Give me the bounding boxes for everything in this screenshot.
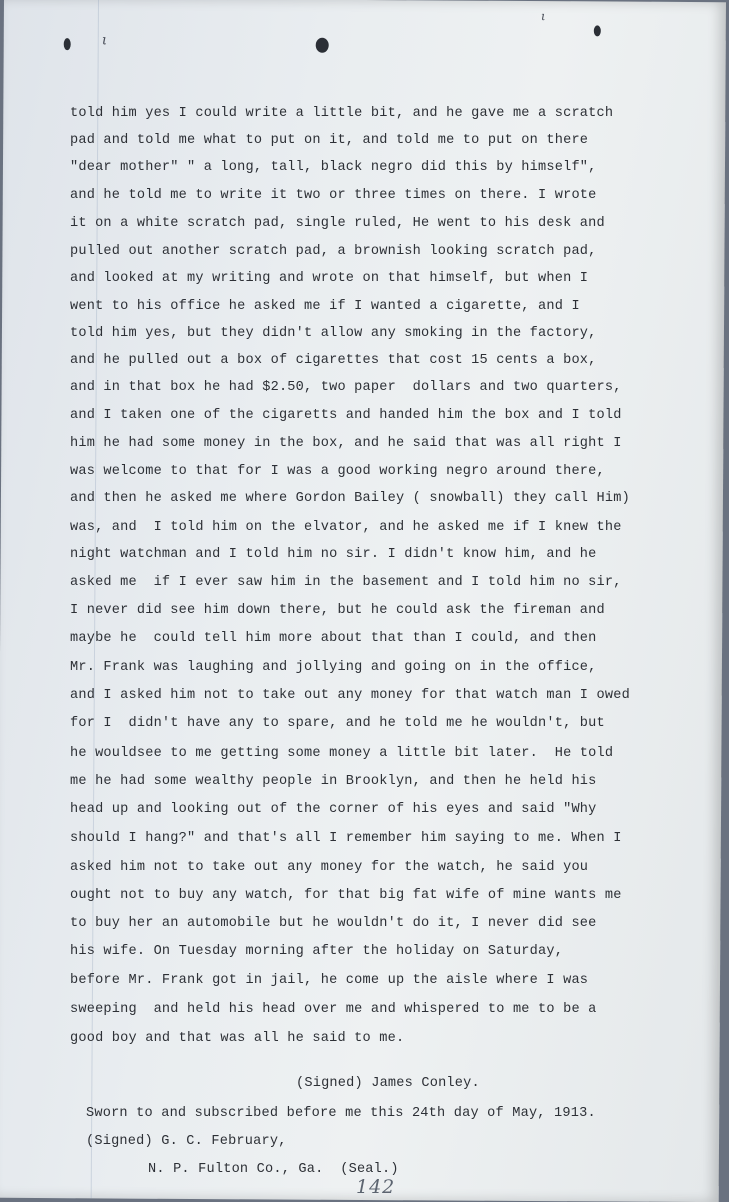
margin-tick-mark: ι — [101, 32, 108, 49]
body-line: told him yes I could write a little bit, and he gave me a scratch — [70, 106, 614, 121]
body-line: pulled out another scratch pad, a brownish looking scratch pad, — [70, 244, 597, 259]
body-line: and looked at my writing and wrote on that himself, but when I — [70, 271, 589, 286]
body-line: night watchman and I told him no sir. I didn't know him, and he — [70, 547, 597, 562]
body-line: me he had some wealthy people in Brooklyn, and then he held his — [70, 774, 597, 789]
body-line: his wife. On Tuesday morning after the holiday on Saturday, — [70, 944, 564, 959]
top-tick-mark: ι — [540, 9, 546, 24]
body-line: for I didn't have any to spare, and he told me he wouldn't, but — [70, 716, 605, 731]
body-line: and he told me to write it two or three times on there. I wrote — [70, 188, 597, 203]
body-line: was welcome to that for I was a good working negro around there, — [70, 464, 605, 479]
sworn-statement-line: Sworn to and subscribed before me this 24th day of May, 1913. — [86, 1106, 596, 1121]
body-line: and in that box he had $2.50, two paper dollars and two quarters, — [70, 380, 622, 395]
body-line: I never did see him down there, but he could ask the fireman and — [70, 603, 605, 618]
body-line: was, and I told him on the elvator, and he asked me if I knew the — [70, 520, 622, 535]
body-line: and he pulled out a box of cigarettes that cost 15 cents a box, — [70, 353, 597, 368]
body-line: told him yes, but they didn't allow any smoking in the factory, — [70, 326, 597, 341]
body-line: "dear mother" " a long, tall, black negro did this by himself", — [70, 160, 597, 175]
body-line: and I taken one of the cigaretts and handed him the box and I told — [70, 408, 622, 423]
body-line: maybe he could tell him more about that than I could, and then — [70, 631, 597, 646]
body-line: asked him not to take out any money for the watch, he said you — [70, 860, 589, 875]
body-line: should I hang?" and that's all I remember him saying to me. When I — [70, 831, 622, 846]
body-line: sweeping and held his head over me and whispered to me to be a — [70, 1002, 597, 1017]
body-line: it on a white scratch pad, single ruled, He went to his desk and — [70, 216, 605, 231]
signature-line: (Signed) James Conley. — [296, 1076, 480, 1091]
body-line: to buy her an automobile but he wouldn't do it, I never did see — [70, 916, 597, 931]
page-number: 142 — [356, 1176, 396, 1198]
body-line: he wouldsee to me getting some money a little bit later. He told — [70, 746, 614, 761]
body-line: head up and looking out of the corner of his eyes and said "Why — [70, 802, 597, 817]
body-line: and then he asked me where Gordon Bailey ( snowball) they call Him) — [70, 491, 630, 506]
body-line: and I asked him not to take out any money for that watch man I owed — [70, 688, 630, 703]
notary-title-line: N. P. Fulton Co., Ga. (Seal.) — [148, 1162, 399, 1177]
body-line: Mr. Frank was laughing and jollying and going on in the office, — [70, 660, 597, 675]
body-line: before Mr. Frank got in jail, he come up the aisle where I was — [70, 973, 589, 988]
body-line: pad and told me what to put on it, and told me to put on there — [70, 133, 589, 148]
notary-signature-line: (Signed) G. C. February, — [86, 1134, 287, 1149]
body-line: ought not to buy any watch, for that big fat wife of mine wants me — [70, 888, 622, 903]
body-line: went to his office he asked me if I wanted a cigarette, and I — [70, 299, 580, 314]
body-line: him he had some money in the box, and he said that was all right I — [70, 436, 622, 451]
body-line: asked me if I ever saw him in the basement and I told him no sir, — [70, 575, 622, 590]
body-line: good boy and that was all he said to me. — [70, 1031, 405, 1046]
